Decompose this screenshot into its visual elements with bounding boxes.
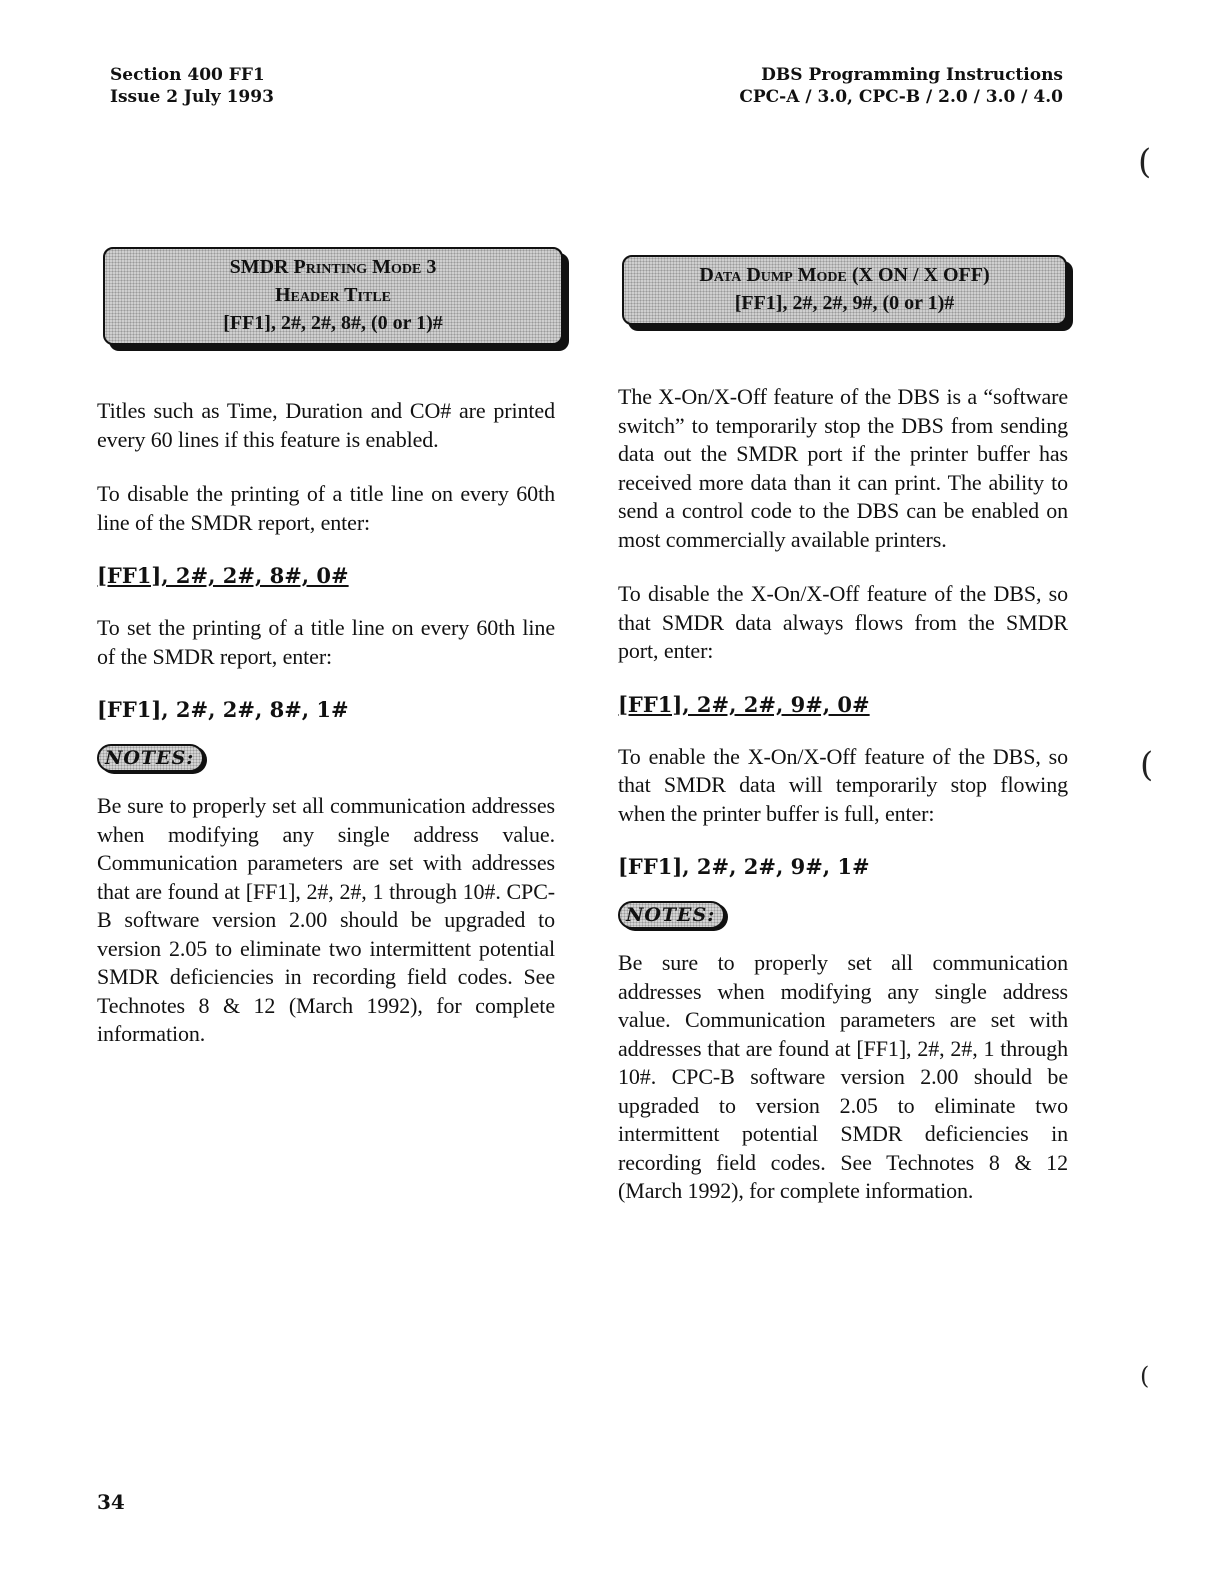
notes-text: Be sure to properly set all communication addresses when modifying any single address value. Communication parameters are set with addresses that are found at [FF1], 2#, 2#, 1 through 10#. CPC-B software version 2.00 should be upgraded to version 2.05 to eliminate two intermittent potential SMDR deficiencies in recording field codes. See Technotes 8 & 12 (March 1992), for complete information. (618, 950, 1068, 1203)
binding-hole-mark: ( (1138, 142, 1152, 182)
binding-hole-mark: ( (1140, 745, 1154, 785)
left-column (97, 247, 555, 1049)
disable-command: [FF1], 2#, 2#, 8#, 0# (97, 563, 349, 588)
notes-badge: NOTES: (618, 901, 725, 929)
notes-badge-wrap (97, 744, 555, 772)
title-box-line-3: [FF1], 2#, 2#, 8#, (0 or 1)# (223, 312, 443, 334)
title-box-line-2: [FF1], 2#, 2#, 9#, (0 or 1)# (734, 292, 955, 314)
title-box-line-1: SMDR Printing Mode 3 (229, 256, 437, 278)
smdr-printing-mode-title-box (103, 247, 563, 345)
intro-paragraph: Titles such as Time, Duration and CO# are printed every 60 lines if this feature is enabled. (97, 398, 555, 452)
title-box-line-1: Data Dump Mode (X ON / X OFF) (699, 264, 990, 286)
enable-command: [FF1], 2#, 2#, 8#, 1# (97, 697, 349, 722)
enable-command: [FF1], 2#, 2#, 9#, 1# (618, 854, 870, 879)
page-number: 34 (97, 1490, 125, 1514)
document-version: CPC-A / 3.0, CPC-B / 2.0 / 3.0 / 4.0 (739, 87, 1063, 107)
disable-instruction: To disable the printing of a title line on every 60th line of the SMDR report, enter: (97, 481, 555, 535)
disable-command: [FF1], 2#, 2#, 9#, 0# (618, 691, 870, 717)
disable-instruction: To disable the X-On/X-Off feature of the DBS, so that SMDR data always flows from the SMDR port, enter: (618, 581, 1068, 663)
title-box-line-2: Header Title (274, 284, 391, 306)
document-title: DBS Programming Instructions (761, 65, 1063, 85)
notes-badge-wrap (618, 901, 1068, 929)
section-label: Section 400 FF1 (110, 65, 265, 85)
data-dump-mode-title-box (622, 255, 1067, 325)
document-header-left (110, 64, 274, 108)
issue-date: Issue 2 July 1993 (110, 87, 274, 107)
document-header-right (739, 64, 1063, 108)
notes-badge: NOTES: (97, 744, 204, 772)
binding-hole-mark: ( (1140, 1362, 1150, 1390)
notes-text: Be sure to properly set all communication addresses when modifying any single address value. Communication parameters are set with addresses that are found at [FF1], 2#, 2#, 1 through 10#. CPC-B software version 2.00 should be upgraded to version 2.05 to eliminate two intermittent potential SMDR deficiencies in recording field codes. See Technotes 8 & 12 (March 1992), for complete information. (97, 793, 555, 1046)
enable-instruction: To set the printing of a title line on every 60th line of the SMDR report, enter: (97, 615, 555, 669)
intro-paragraph: The X-On/X-Off feature of the DBS is a “software switch” to temporarily stop the DBS from sending data out the SMDR port if the printer buffer has received more data than it can print. The ability to send a control code to the DBS can be enabled on most commercially available printers. (618, 384, 1068, 552)
enable-instruction: To enable the X-On/X-Off feature of the DBS, so that SMDR data will temporarily stop flowing when the printer buffer is full, enter: (618, 743, 1068, 826)
right-column (618, 247, 1068, 1206)
